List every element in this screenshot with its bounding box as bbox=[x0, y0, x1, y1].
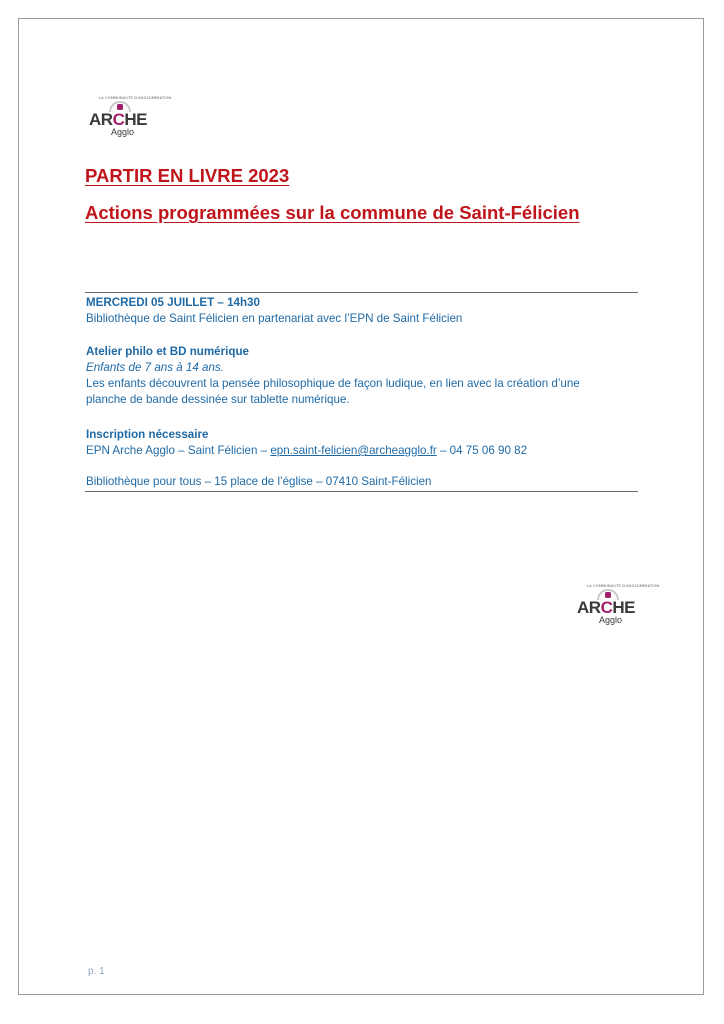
event-date: MERCREDI 05 JUILLET – 14h30 bbox=[86, 296, 260, 309]
top-divider bbox=[85, 292, 638, 293]
address-line: Bibliothèque pour tous – 15 place de l’église – 07410 Saint-Félicien bbox=[86, 475, 432, 488]
arche-agglo-logo-top bbox=[89, 96, 172, 146]
page-number: p. 1 bbox=[88, 966, 105, 977]
logo-sub: Agglo bbox=[599, 615, 623, 625]
logo-word: ARCHE bbox=[89, 110, 147, 129]
activity-title: Atelier philo et BD numérique bbox=[86, 345, 249, 358]
logo-tagline: LA COMMUNAUTÉ D'AGGLOMÉRATION bbox=[99, 96, 172, 100]
page-subtitle: Actions programmées sur la commune de Saint-Félicien bbox=[85, 202, 580, 223]
contact-line: EPN Arche Agglo – Saint Félicien – epn.saint-felicien@archeagglo.fr – 04 75 06 90 82 bbox=[86, 444, 528, 457]
logo-sub: Agglo bbox=[111, 127, 135, 137]
page-title: PARTIR EN LIVRE 2023 bbox=[85, 165, 290, 186]
logo-word: ARCHE bbox=[577, 598, 635, 617]
activity-description-2: planche de bande dessinée sur tablette numérique. bbox=[86, 393, 350, 406]
activity-description-1: Les enfants découvrent la pensée philosophique de façon ludique, en lien avec la création d’une bbox=[86, 377, 580, 390]
logo-tagline: LA COMMUNAUTÉ D'AGGLOMÉRATION bbox=[587, 584, 660, 588]
bottom-divider bbox=[85, 491, 638, 492]
inscription-title: Inscription nécessaire bbox=[86, 428, 209, 441]
arche-agglo-logo-bottom bbox=[577, 584, 660, 634]
event-partner: Bibliothèque de Saint Félicien en partenariat avec l’EPN de Saint Félicien bbox=[86, 312, 463, 325]
activity-age: Enfants de 7 ans à 14 ans. bbox=[86, 361, 224, 374]
contact-email-link[interactable]: epn.saint-felicien@archeagglo.fr bbox=[270, 444, 437, 457]
